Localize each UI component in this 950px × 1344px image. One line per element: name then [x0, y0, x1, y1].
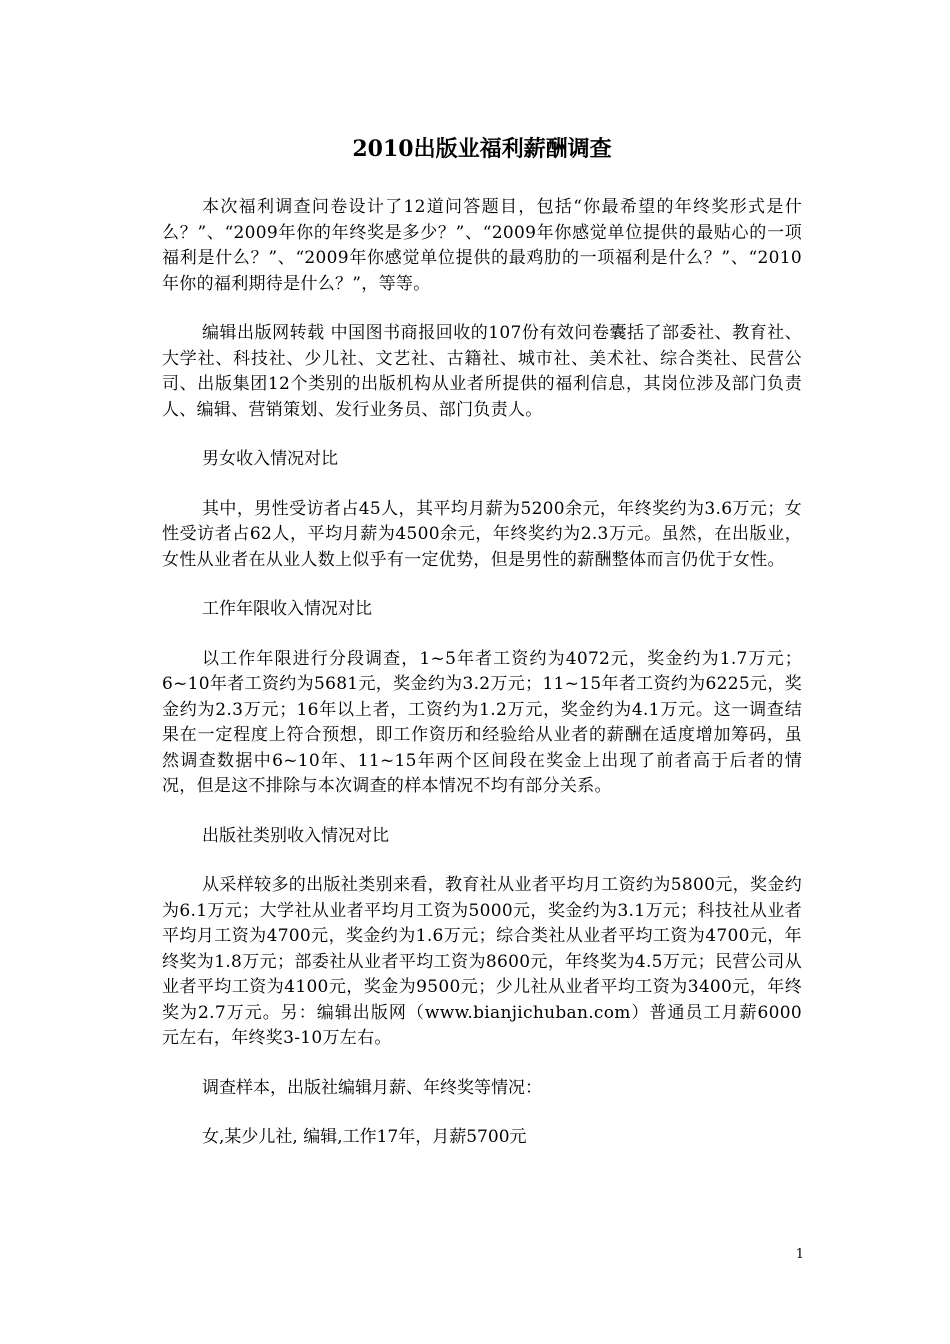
section-heading-tenure: 工作年限收入情况对比	[202, 599, 372, 619]
section-heading-gender: 男女收入情况对比	[202, 449, 338, 469]
sample-entry: 女,某少儿社, 编辑,工作17年，月薪5700元	[202, 1127, 527, 1147]
section-heading-samples: 调查样本，出版社编辑月薪、年终奖等情况：	[202, 1077, 542, 1098]
page-number: 1	[795, 1247, 804, 1262]
section-heading-publisher-type: 出版社类别收入情况对比	[202, 825, 389, 846]
document-body	[162, 133, 802, 1175]
paragraph-survey-intro: 本次福利调查问卷设计了12道问答题目，包括“你最希望的年终奖形式是什么？”、“2009年你的年终奖是多少？”、“2009年你感觉单位提供的最贴心的一项福利是什么？”、“2009年你感觉单位提供的最鸡肋的一项福利是什么？”、“2010年你的福利期待是什么？”，等等。	[162, 197, 802, 294]
page-title: 2010出版业福利薪酬调查	[352, 136, 612, 162]
paragraph-tenure-income: 以工作年限进行分段调查，1~5年者工资约为4072元，奖金约为1.7万元；6~10年者工资约为5681元，奖金约为3.2万元；11~15年者工资约为6225元，奖金约为2.3万元；16年以上者，工资约为1.2万元，奖金约为4.1万元。这一调查结果在一定程度上符合预想，即工作资历和经验给从业者的薪酬在适度增加筹码，虽然调查数据中6~10年、11~15年两个区间段在奖金上出现了前者高于后者的情况，但是这不排除与本次调查的样本情况不均有部分关系。	[162, 648, 802, 796]
paragraph-publisher-income: 从采样较多的出版社类别来看，教育社从业者平均月工资约为5800元，奖金约为6.1万元；大学社从业者平均月工资为5000元，奖金约为3.1万元；科技社从业者平均月工资为4700元，奖金约为1.6万元；综合类社从业者平均工资为4700元，年终奖为1.8万元；部委社从业者平均工资为8600元，年终奖为4.5万元；民营公司从业者平均工资为4100元，奖金为9500元；少儿社从业者平均工资为3400元，年终奖为2.7万元。另：编辑出版网（www.bianjichuban.com）普通员工月薪6000元左右，年终奖3-10万左右。	[162, 875, 802, 1048]
paragraph-gender-income: 其中，男性受访者占45人，其平均月薪为5200余元，年终奖约为3.6万元；女性受访者占62人，平均月薪为4500余元，年终奖约为2.3万元。虽然，在出版业，女性从业者在从业人数上似乎有一定优势，但是男性的薪酬整体而言仍优于女性。	[162, 498, 802, 570]
paragraph-survey-scope: 编辑出版网转载 中国图书商报回收的107份有效问卷囊括了部委社、教育社、大学社、科技社、少儿社、文艺社、古籍社、城市社、美术社、综合类社、民营公司、出版集团12个类别的出版机构从业者所提供的福利信息，其岗位涉及部门负责人、编辑、营销策划、发行业务员、部门负责人。	[162, 323, 802, 420]
